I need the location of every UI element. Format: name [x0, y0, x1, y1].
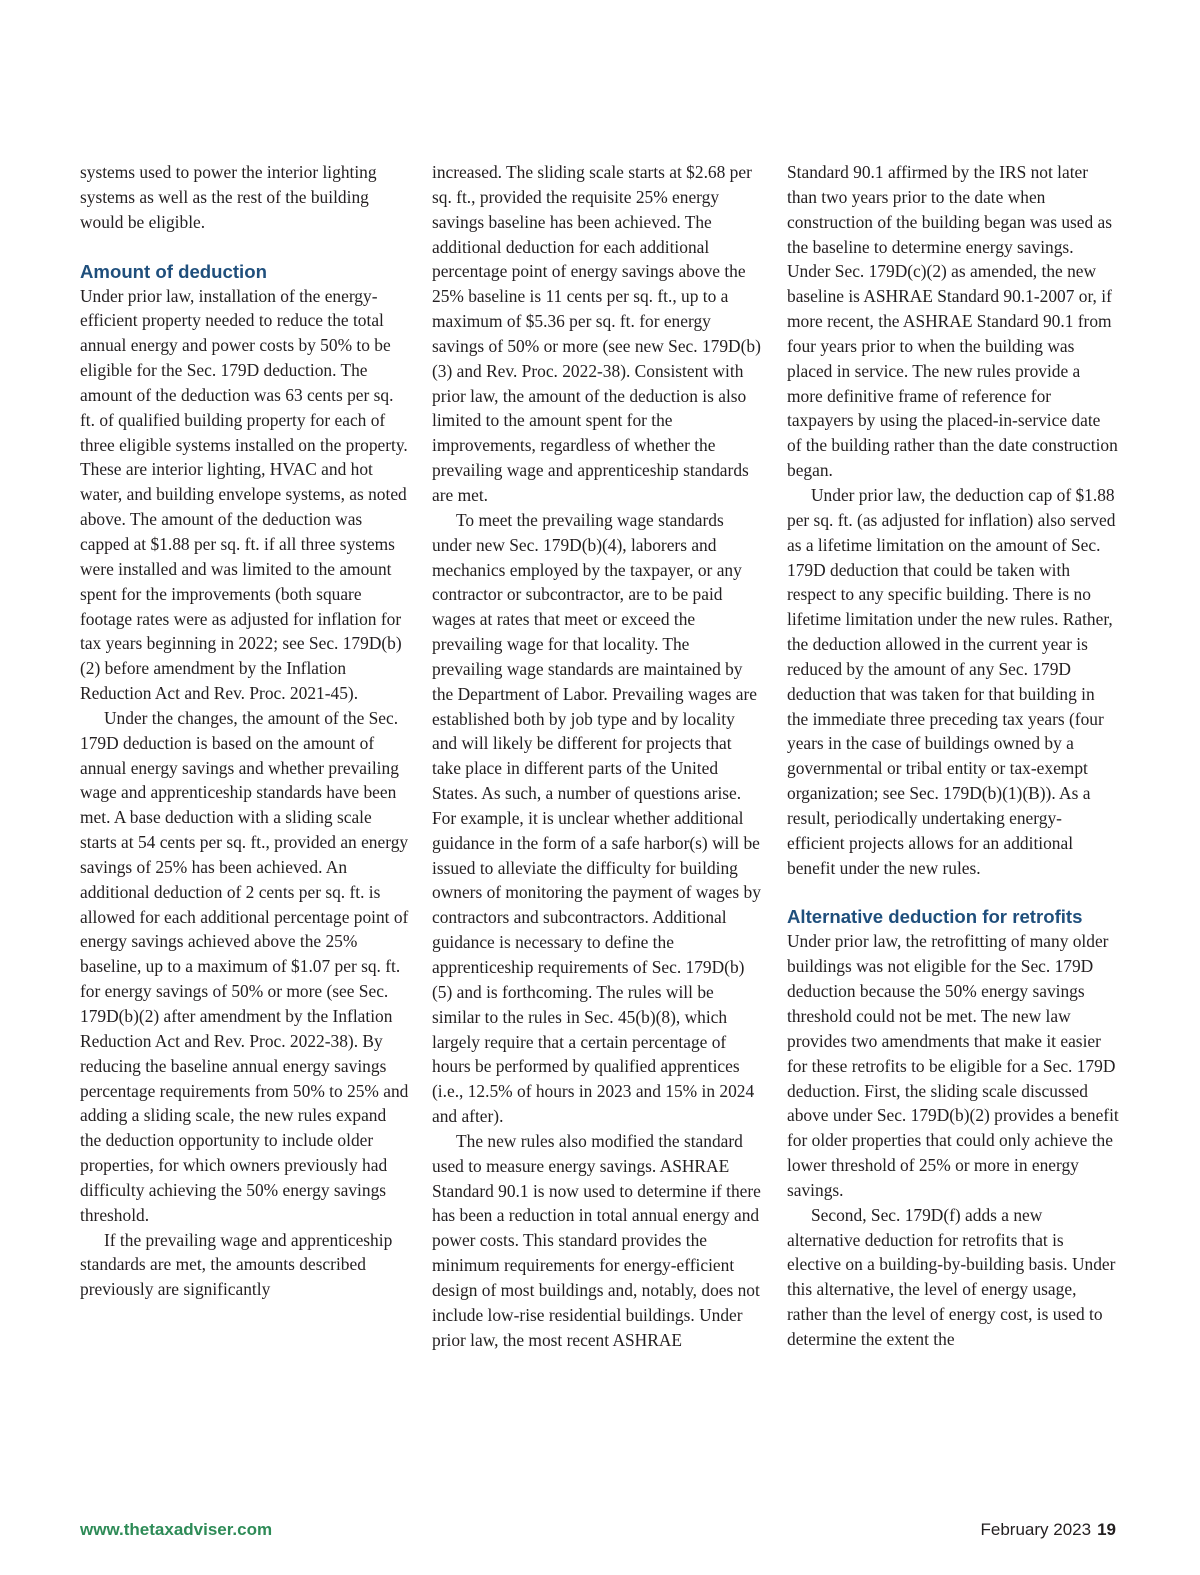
page-number: 19 — [1097, 1520, 1116, 1539]
col2-paragraph-1: increased. The sliding scale starts at $2.68 per sq. ft., provided the requisite 25% energy savings baseline has been achieved. The additional deduction for each additional percentage point of energy savings above the 25% baseline is 11 cents per sq. ft., up to a maximum of $5.36 per sq. ft. for energy savings of 50% or more (see new Sec. 179D(b)(3) and Rev. Proc. 2022-38). Consistent with prior law, the amount of the deduction is also limited to the amount spent for the improvements, regardless of whether the prevailing wage and apprenticeship standards are met. — [432, 162, 761, 505]
heading-alternative-deduction-for-retrofits: Alternative deduction for retrofits — [787, 906, 1083, 928]
column-3 — [787, 160, 1119, 1352]
col3-paragraph-4: Second, Sec. 179D(f) adds a new alternative deduction for retrofits that is elective on a building-by-building basis. Under this alternative, the level of energy usage, rather than the level of energy cost, is used to determine the extent the — [787, 1204, 1116, 1349]
col3-paragraph-3: Under prior law, the retrofitting of many older buildings was not eligible for the Sec. 179D deduction because the 50% energy savings threshold could not be met. The new law provides two amendments that make it easier for these retrofits to be eligible for a Sec. 179D deduction. First, the sliding scale discussed above under Sec. 179D(b)(2) provides a benefit for older properties that could only achieve the lower threshold of 25% or more in energy savings. — [787, 931, 1119, 1200]
footer-date: February 2023 — [980, 1520, 1092, 1539]
heading-amount-of-deduction: Amount of deduction — [80, 260, 267, 282]
col3-paragraph-2: Under prior law, the deduction cap of $1.88 per sq. ft. (as adjusted for inflation) also served as a lifetime limitation on the amount of Sec. 179D deduction that could be taken with respect to any specific building. There is no lifetime limitation under the new rules. Rather, the deduction allowed in the current year is reduced by the amount of any Sec. 179D deduction that was taken for that building in the immediate three preceding tax years (four years in the case of buildings owned by a governmental or tribal entity or tax-exempt organization; see Sec. 179D(b)(1)(B)). As a result, periodically undertaking energy-efficient projects allows for an additional benefit under the new rules. — [787, 484, 1116, 878]
col1-paragraph-2: Under prior law, installation of the energy-efficient property needed to reduce the total annual energy and power costs by 50% to be eligible for the Sec. 179D deduction. The amount of the deduction was 63 cents per sq. ft. of qualified building property for each of three eligible systems installed on the property. These are interior lighting, HVAC and hot water, and building envelope systems, as noted above. The amount of the deduction was capped at $1.88 per sq. ft. if all three systems were installed and was limited to the amount spent for the improvements (both square footage rates were as adjusted for inflation for tax years beginning in 2022; see Sec. 179D(b)(2) before amendment by the Inflation Reduction Act and Rev. Proc. 2021-45). — [80, 285, 408, 704]
col3-paragraph-1: Standard 90.1 affirmed by the IRS not later than two years prior to the date when construction of the building began was used as the baseline to determine energy savings. Under Sec. 179D(c)(2) as amended, the new baseline is ASHRAE Standard 90.1-2007 or, if more recent, the ASHRAE Standard 90.1 from four years prior to when the building was placed in service. The new rules provide a more definitive frame of reference for taxpayers by using the placed-in-service date of the building rather than the date construction began. — [787, 162, 1118, 481]
col1-paragraph-4: If the prevailing wage and apprenticeship standards are met, the amounts described previously are significantly — [80, 1229, 393, 1300]
footer-website-url[interactable]: www.thetaxadviser.com — [80, 1520, 273, 1539]
column-1 — [80, 160, 410, 1302]
col2-paragraph-2: To meet the prevailing wage standards under new Sec. 179D(b)(4), laborers and mechanics employed by the taxpayer, or any contractor or subcontractor, are to be paid wages at rates that meet or exceed the prevailing wage for that locality. The prevailing wage standards are maintained by the Department of Labor. Prevailing wages are established both by job type and by locality and will likely be different for projects that take place in different parts of the United States. As such, a number of questions arise. For example, it is unclear whether additional guidance in the form of a safe harbor(s) will be issued to alleviate the difficulty for building owners of monitoring the payment of wages by contractors and subcontractors. Additional guidance is necessary to define the apprenticeship requirements of Sec. 179D(b)(5) and is forthcoming. The rules will be similar to the rules in Sec. 45(b)(8), which largely require that a certain percentage of hours be performed by qualified apprentices (i.e., 12.5% of hours in 2023 and 15% in 2024 and after). — [432, 509, 761, 1127]
column-2 — [432, 160, 762, 1353]
col1-paragraph-1: systems used to power the interior lighting systems as well as the rest of the building would be eligible. — [80, 162, 377, 232]
col2-paragraph-3: The new rules also modified the standard used to measure energy savings. ASHRAE Standard 90.1 is now used to determine if there has been a reduction in total annual energy and power costs. This standard provides the minimum requirements for energy-efficient design of most buildings and, notably, does not include low-rise residential buildings. Under prior law, the most recent ASHRAE — [432, 1130, 761, 1350]
footer-date-page — [981, 1520, 1117, 1540]
col1-paragraph-3: Under the changes, the amount of the Sec. 179D deduction is based on the amount of annual energy savings and whether prevailing wage and apprenticeship standards have been met. A base deduction with a sliding scale starts at 54 cents per sq. ft., provided an energy savings of 25% has been achieved. An additional deduction of 2 cents per sq. ft. is allowed for each additional percentage point of energy savings achieved above the 25% baseline, up to a maximum of $1.07 per sq. ft. for energy savings of 50% or more (see Sec. 179D(b)(2) after amendment by the Inflation Reduction Act and Rev. Proc. 2022-38). By reducing the baseline annual energy savings percentage requirements from 50% to 25% and adding a sliding scale, the new rules expand the deduction opportunity to include older properties, for which owners previously had difficulty achieving the 50% energy savings threshold. — [80, 707, 409, 1225]
